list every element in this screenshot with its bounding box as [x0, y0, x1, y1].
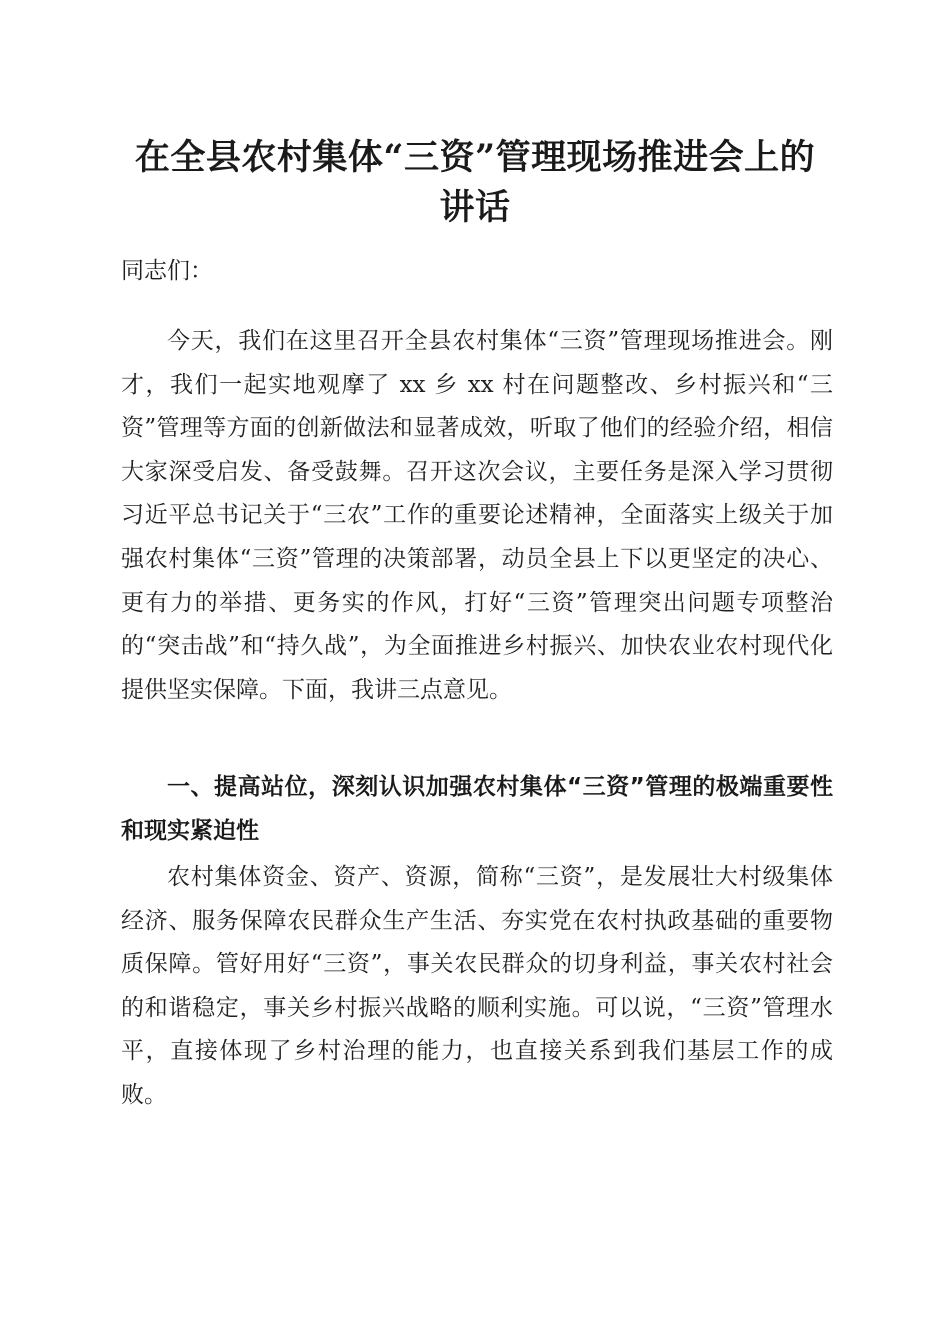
paragraph-intro: 今天，我们在这里召开全县农村集体“三资”管理现场推进会。刚才，我们一起实地观摩了 xx 乡 xx 村在问题整改、乡村振兴和“三资”管理等方面的创新做法和显著成效，听取了他们的经验介绍，相信大家深受启发、备受鼓舞。召开这次会议，主要任务是深入学习贯彻习近平总书记关于“三农”工作的重要论述精神，全面落实上级关于加强农村集体“三资”管理的决策部署，动员全县上下以更坚定的决心、更有力的举措、更务实的作风，打好“三资”管理突出问题专项整治的“突击战”和“持久战”，为全面推进乡村振兴、加快农业农村现代化提供坚实保障。下面，我讲三点意见。 — [121, 328, 833, 703]
greeting: 同志们： — [121, 258, 213, 284]
section-heading-1: 一、提高站位，深刻认识加强农村集体“三资”管理的极端重要性和现实紧迫性 — [121, 774, 833, 844]
document-title-line2: 讲话 — [439, 187, 511, 228]
paragraph-section1: 农村集体资金、资产、资源，简称“三资”，是发展壮大村级集体经济、服务保障农民群众生产生活、夯实党在农村执政基础的重要物质保障。管好用好“三资”，事关农民群众的切身利益，事关农村社会的和谐稳定，事关乡村振兴战略的顺利实施。可以说，“三资”管理水平，直接体现了乡村治理的能力，也直接关系到我们基层工作的成败。 — [121, 864, 833, 1108]
document-title-line1: 在全县农村集体“三资”管理现场推进会上的 — [134, 137, 816, 178]
